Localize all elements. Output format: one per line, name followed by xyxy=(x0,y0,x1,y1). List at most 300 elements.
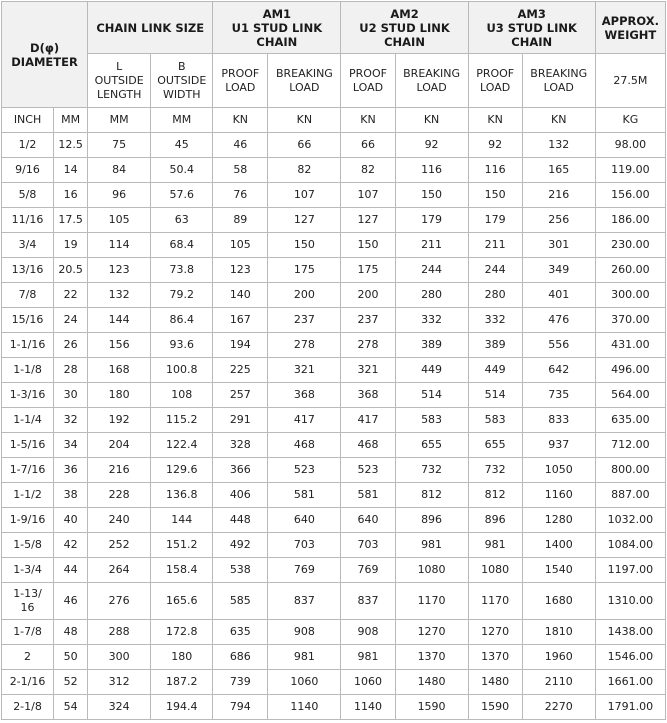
table-cell: 15/16 xyxy=(2,308,54,333)
table-cell: 200 xyxy=(341,283,395,308)
table-cell: 14 xyxy=(54,158,88,183)
am3-chain: CHAIN xyxy=(511,34,553,49)
table-cell: 1-5/8 xyxy=(2,533,54,558)
table-cell: 538 xyxy=(213,558,268,583)
table-cell: 1060 xyxy=(341,670,395,695)
weight-label: WEIGHT xyxy=(604,27,657,42)
am3-breaking-load-header xyxy=(522,54,595,108)
table-cell: 276 xyxy=(88,583,151,620)
table-cell: 240 xyxy=(88,508,151,533)
approx-weight-header xyxy=(595,2,665,54)
breaking-word1: BREAKING xyxy=(275,66,333,80)
table-cell: 116 xyxy=(395,158,468,183)
table-cell: 468 xyxy=(341,433,395,458)
table-cell: 389 xyxy=(395,333,468,358)
am3-header xyxy=(468,2,595,54)
unit-cell: KG xyxy=(595,108,665,133)
am1-grade: AM1 xyxy=(262,6,292,21)
table-cell: 583 xyxy=(468,408,522,433)
link-width-header xyxy=(151,54,213,108)
approx-label: APPROX. xyxy=(601,13,659,28)
table-cell: 1060 xyxy=(268,670,341,695)
table-cell: 3/4 xyxy=(2,233,54,258)
table-cell: 75 xyxy=(88,133,151,158)
table-cell: 175 xyxy=(268,258,341,283)
table-row xyxy=(2,583,666,620)
table-cell: 96 xyxy=(88,183,151,208)
table-cell: 1080 xyxy=(395,558,468,583)
table-cell: 158.4 xyxy=(151,558,213,583)
table-cell: 2-1/16 xyxy=(2,670,54,695)
table-cell: 812 xyxy=(395,483,468,508)
table-cell: 2-1/8 xyxy=(2,695,54,720)
table-cell: 1791.00 xyxy=(595,695,665,720)
table-body xyxy=(2,108,666,720)
table-cell: 1810 xyxy=(522,620,595,645)
table-cell: 150 xyxy=(268,233,341,258)
table-cell: 321 xyxy=(268,358,341,383)
table-cell: 312 xyxy=(88,670,151,695)
table-cell: 140 xyxy=(213,283,268,308)
table-cell: 908 xyxy=(341,620,395,645)
table-cell: 5/8 xyxy=(2,183,54,208)
table-cell: 194 xyxy=(213,333,268,358)
table-cell: 581 xyxy=(341,483,395,508)
am1-header xyxy=(213,2,341,54)
table-cell: 389 xyxy=(468,333,522,358)
table-cell: 107 xyxy=(341,183,395,208)
table-cell: 564.00 xyxy=(595,383,665,408)
table-cell: 187.2 xyxy=(151,670,213,695)
table-cell: 794 xyxy=(213,695,268,720)
unit-cell: KN xyxy=(341,108,395,133)
table-cell: 252 xyxy=(88,533,151,558)
table-cell: 2110 xyxy=(522,670,595,695)
table-cell: 150 xyxy=(468,183,522,208)
table-cell: 144 xyxy=(151,508,213,533)
table-cell: 115.2 xyxy=(151,408,213,433)
table-cell: 230.00 xyxy=(595,233,665,258)
table-cell: 887.00 xyxy=(595,483,665,508)
table-cell: 123 xyxy=(88,258,151,283)
table-cell: 1170 xyxy=(395,583,468,620)
table-cell: 476 xyxy=(522,308,595,333)
table-cell: 712.00 xyxy=(595,433,665,458)
unit-cell: KN xyxy=(395,108,468,133)
table-cell: 122.4 xyxy=(151,433,213,458)
table-cell: 150 xyxy=(341,233,395,258)
unit-cell: MM xyxy=(88,108,151,133)
table-cell: 136.8 xyxy=(151,483,213,508)
table-cell: 800.00 xyxy=(595,458,665,483)
table-cell: 1140 xyxy=(341,695,395,720)
table-cell: 769 xyxy=(268,558,341,583)
table-cell: 50.4 xyxy=(151,158,213,183)
table-cell: 1-7/16 xyxy=(2,458,54,483)
table-cell: 244 xyxy=(395,258,468,283)
table-cell: 1-5/16 xyxy=(2,433,54,458)
table-cell: 165.6 xyxy=(151,583,213,620)
table-cell: 278 xyxy=(268,333,341,358)
table-row xyxy=(2,358,666,383)
table-cell: 42 xyxy=(54,533,88,558)
table-cell: 211 xyxy=(468,233,522,258)
am1-breaking-load-header xyxy=(268,54,341,108)
table-cell: 11/16 xyxy=(2,208,54,233)
table-cell: 368 xyxy=(268,383,341,408)
am2-grade: AM2 xyxy=(390,6,419,21)
unit-cell: KN xyxy=(268,108,341,133)
table-cell: 132 xyxy=(522,133,595,158)
table-cell: 1400 xyxy=(522,533,595,558)
table-cell: 332 xyxy=(468,308,522,333)
table-row xyxy=(2,158,666,183)
table-cell: 1-9/16 xyxy=(2,508,54,533)
table-cell: 514 xyxy=(395,383,468,408)
unit-cell: MM xyxy=(151,108,213,133)
proof-word1: PROOF xyxy=(221,66,260,80)
table-cell: 108 xyxy=(151,383,213,408)
table-cell: 1661.00 xyxy=(595,670,665,695)
table-cell: 1084.00 xyxy=(595,533,665,558)
table-cell: 1960 xyxy=(522,645,595,670)
table-cell: 100.8 xyxy=(151,358,213,383)
table-cell: 32 xyxy=(54,408,88,433)
table-row xyxy=(2,533,666,558)
table-cell: 82 xyxy=(268,158,341,183)
table-cell: 1-3/4 xyxy=(2,558,54,583)
unit-cell: KN xyxy=(213,108,268,133)
am1-proof-load-header xyxy=(213,54,268,108)
breaking-word2: LOAD xyxy=(416,80,447,94)
table-row xyxy=(2,433,666,458)
table-row xyxy=(2,308,666,333)
units-row xyxy=(2,108,666,133)
table-row xyxy=(2,670,666,695)
table-cell: 156.00 xyxy=(595,183,665,208)
table-row xyxy=(2,408,666,433)
link-width-word2: WIDTH xyxy=(162,87,201,101)
table-cell: 36 xyxy=(54,458,88,483)
table-row xyxy=(2,695,666,720)
table-cell: 44 xyxy=(54,558,88,583)
subheader-row xyxy=(2,54,666,108)
table-cell: 48 xyxy=(54,620,88,645)
table-cell: 1-1/8 xyxy=(2,358,54,383)
table-cell: 368 xyxy=(341,383,395,408)
table-cell: 370.00 xyxy=(595,308,665,333)
table-row xyxy=(2,620,666,645)
table-cell: 1-7/8 xyxy=(2,620,54,645)
am1-chain: CHAIN xyxy=(256,34,298,49)
table-cell: 105 xyxy=(213,233,268,258)
table-cell: 264 xyxy=(88,558,151,583)
table-cell: 119.00 xyxy=(595,158,665,183)
proof-word2: LOAD xyxy=(480,80,511,94)
table-cell: 833 xyxy=(522,408,595,433)
table-cell: 635.00 xyxy=(595,408,665,433)
table-cell: 448 xyxy=(213,508,268,533)
table-cell: 1160 xyxy=(522,483,595,508)
link-length-symbol: L xyxy=(116,59,123,73)
table-cell: 449 xyxy=(468,358,522,383)
table-cell: 19 xyxy=(54,233,88,258)
table-cell: 655 xyxy=(468,433,522,458)
table-cell: 401 xyxy=(522,283,595,308)
table-cell: 937 xyxy=(522,433,595,458)
table-cell: 204 xyxy=(88,433,151,458)
table-row xyxy=(2,183,666,208)
table-cell: 20.5 xyxy=(54,258,88,283)
table-row xyxy=(2,645,666,670)
table-cell: 349 xyxy=(522,258,595,283)
table-cell: 321 xyxy=(341,358,395,383)
table-cell: 735 xyxy=(522,383,595,408)
am1-type: U1 STUD LINK xyxy=(231,20,323,35)
table-cell: 523 xyxy=(341,458,395,483)
am2-type: U2 STUD LINK xyxy=(359,20,450,35)
diameter-header: D(φ) DIAMETER xyxy=(2,2,88,108)
table-cell: 812 xyxy=(468,483,522,508)
table-cell: 1480 xyxy=(468,670,522,695)
table-row xyxy=(2,458,666,483)
breaking-word1: BREAKING xyxy=(530,66,588,80)
table-cell: 179 xyxy=(395,208,468,233)
link-length-header xyxy=(88,54,151,108)
table-cell: 1197.00 xyxy=(595,558,665,583)
table-cell: 186.00 xyxy=(595,208,665,233)
table-cell: 449 xyxy=(395,358,468,383)
am2-breaking-load-header xyxy=(395,54,468,108)
table-cell: 7/8 xyxy=(2,283,54,308)
table-cell: 76 xyxy=(213,183,268,208)
am3-grade: AM3 xyxy=(517,6,546,21)
table-row xyxy=(2,133,666,158)
table-cell: 280 xyxy=(468,283,522,308)
table-cell: 40 xyxy=(54,508,88,533)
table-cell: 1080 xyxy=(468,558,522,583)
table-row xyxy=(2,258,666,283)
table-cell: 837 xyxy=(341,583,395,620)
table-cell: 82 xyxy=(341,158,395,183)
table-cell: 1280 xyxy=(522,508,595,533)
table-cell: 151.2 xyxy=(151,533,213,558)
table-cell: 640 xyxy=(341,508,395,533)
table-cell: 66 xyxy=(268,133,341,158)
table-cell: 655 xyxy=(395,433,468,458)
table-row xyxy=(2,483,666,508)
table-cell: 144 xyxy=(88,308,151,333)
table-cell: 635 xyxy=(213,620,268,645)
table-cell: 1-1/16 xyxy=(2,333,54,358)
table-cell: 468 xyxy=(268,433,341,458)
table-cell: 896 xyxy=(395,508,468,533)
proof-word2: LOAD xyxy=(352,80,384,94)
table-cell: 167 xyxy=(213,308,268,333)
table-cell: 417 xyxy=(268,408,341,433)
am2-proof-load-header xyxy=(341,54,395,108)
table-cell: 301 xyxy=(522,233,595,258)
unit-cell: KN xyxy=(522,108,595,133)
table-cell: 1370 xyxy=(395,645,468,670)
table-cell: 165 xyxy=(522,158,595,183)
table-cell: 45 xyxy=(151,133,213,158)
table-row xyxy=(2,208,666,233)
table-cell: 260.00 xyxy=(595,258,665,283)
table-row xyxy=(2,233,666,258)
table-cell: 73.8 xyxy=(151,258,213,283)
table-cell: 366 xyxy=(213,458,268,483)
link-length-word2: LENGTH xyxy=(96,87,142,101)
table-row xyxy=(2,383,666,408)
table-cell: 84 xyxy=(88,158,151,183)
table-row xyxy=(2,508,666,533)
table-cell: 180 xyxy=(88,383,151,408)
table-cell: 514 xyxy=(468,383,522,408)
table-cell: 66 xyxy=(341,133,395,158)
am3-type: U3 STUD LINK xyxy=(486,20,577,35)
table-cell: 26 xyxy=(54,333,88,358)
table-cell: 1438.00 xyxy=(595,620,665,645)
table-cell: 837 xyxy=(268,583,341,620)
chain-link-size-header: CHAIN LINK SIZE xyxy=(88,2,213,54)
table-cell: 79.2 xyxy=(151,283,213,308)
table-cell: 52 xyxy=(54,670,88,695)
table-cell: 129.6 xyxy=(151,458,213,483)
table-cell: 332 xyxy=(395,308,468,333)
breaking-word2: LOAD xyxy=(289,80,320,94)
table-cell: 9/16 xyxy=(2,158,54,183)
table-cell: 68.4 xyxy=(151,233,213,258)
table-cell: 237 xyxy=(341,308,395,333)
table-cell: 98.00 xyxy=(595,133,665,158)
table-cell: 114 xyxy=(88,233,151,258)
table-cell: 107 xyxy=(268,183,341,208)
table-cell: 583 xyxy=(395,408,468,433)
table-cell: 1-1/2 xyxy=(2,483,54,508)
table-cell: 216 xyxy=(88,458,151,483)
table-cell: 585 xyxy=(213,583,268,620)
table-cell: 50 xyxy=(54,645,88,670)
table-cell: 22 xyxy=(54,283,88,308)
table-cell: 288 xyxy=(88,620,151,645)
table-cell: 216 xyxy=(522,183,595,208)
table-cell: 63 xyxy=(151,208,213,233)
table-cell: 291 xyxy=(213,408,268,433)
table-cell: 556 xyxy=(522,333,595,358)
unit-cell: KN xyxy=(468,108,522,133)
breaking-word1: BREAKING xyxy=(403,66,460,80)
link-width-symbol: B xyxy=(177,59,186,73)
table-cell: 127 xyxy=(268,208,341,233)
table-cell: 123 xyxy=(213,258,268,283)
table-cell: 38 xyxy=(54,483,88,508)
am3-proof-load-header xyxy=(468,54,522,108)
table-cell: 981 xyxy=(468,533,522,558)
table-cell: 16 xyxy=(54,183,88,208)
table-cell: 180 xyxy=(151,645,213,670)
table-cell: 581 xyxy=(268,483,341,508)
table-cell: 92 xyxy=(395,133,468,158)
table-cell: 34 xyxy=(54,433,88,458)
table-cell: 1540 xyxy=(522,558,595,583)
table-cell: 324 xyxy=(88,695,151,720)
table-cell: 703 xyxy=(341,533,395,558)
table-cell: 896 xyxy=(468,508,522,533)
table-cell: 1-1/4 xyxy=(2,408,54,433)
table-cell: 1-3/16 xyxy=(2,383,54,408)
table-cell: 642 xyxy=(522,358,595,383)
am2-header xyxy=(341,2,468,54)
table-cell: 132 xyxy=(88,283,151,308)
table-cell: 168 xyxy=(88,358,151,383)
table-cell: 86.4 xyxy=(151,308,213,333)
table-cell: 105 xyxy=(88,208,151,233)
link-length-word1: OUTSIDE xyxy=(94,73,144,87)
table-cell: 57.6 xyxy=(151,183,213,208)
table-cell: 328 xyxy=(213,433,268,458)
table-cell: 280 xyxy=(395,283,468,308)
table-cell: 257 xyxy=(213,383,268,408)
table-cell: 150 xyxy=(395,183,468,208)
table-cell: 300.00 xyxy=(595,283,665,308)
table-cell: 116 xyxy=(468,158,522,183)
table-cell: 1270 xyxy=(468,620,522,645)
table-cell: 200 xyxy=(268,283,341,308)
table-cell: 54 xyxy=(54,695,88,720)
breaking-word2: LOAD xyxy=(543,80,574,94)
table-cell: 225 xyxy=(213,358,268,383)
table-row xyxy=(2,283,666,308)
table-cell: 12.5 xyxy=(54,133,88,158)
table-cell: 192 xyxy=(88,408,151,433)
table-cell: 1546.00 xyxy=(595,645,665,670)
table-cell: 492 xyxy=(213,533,268,558)
weight-basis: 27.5M xyxy=(595,54,665,108)
table-cell: 58 xyxy=(213,158,268,183)
table-cell: 92 xyxy=(468,133,522,158)
table-cell: 156 xyxy=(88,333,151,358)
table-cell: 278 xyxy=(341,333,395,358)
table-row xyxy=(2,558,666,583)
table-cell: 739 xyxy=(213,670,268,695)
proof-word2: LOAD xyxy=(225,80,256,94)
header-row xyxy=(2,2,666,54)
table-cell: 431.00 xyxy=(595,333,665,358)
proof-word1: PROOF xyxy=(476,66,515,80)
table-cell: 732 xyxy=(468,458,522,483)
table-cell: 2 xyxy=(2,645,54,670)
unit-cell: MM xyxy=(54,108,88,133)
table-cell: 1270 xyxy=(395,620,468,645)
table-cell: 30 xyxy=(54,383,88,408)
table-cell: 211 xyxy=(395,233,468,258)
am2-chain: CHAIN xyxy=(384,34,425,49)
table-cell: 1170 xyxy=(468,583,522,620)
table-cell: 1590 xyxy=(395,695,468,720)
table-cell: 28 xyxy=(54,358,88,383)
table-cell: 640 xyxy=(268,508,341,533)
table-cell: 46 xyxy=(54,583,88,620)
table-cell: 194.4 xyxy=(151,695,213,720)
table-cell: 17.5 xyxy=(54,208,88,233)
table-cell: 13/16 xyxy=(2,258,54,283)
table-cell: 24 xyxy=(54,308,88,333)
table-cell: 1680 xyxy=(522,583,595,620)
table-cell: 1/2 xyxy=(2,133,54,158)
table-cell: 1590 xyxy=(468,695,522,720)
table-cell: 406 xyxy=(213,483,268,508)
